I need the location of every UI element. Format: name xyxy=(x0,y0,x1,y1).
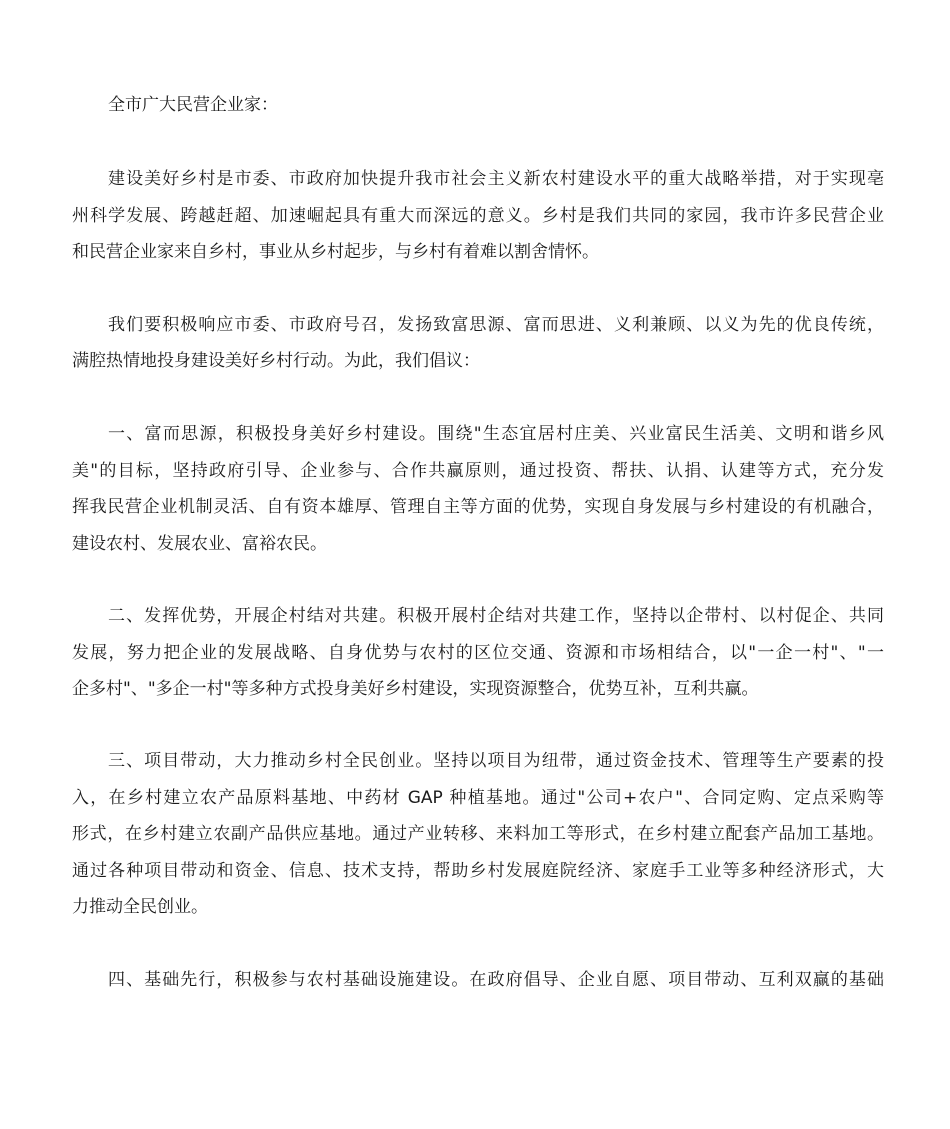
paragraph-6-line-1: 四、基础先行，积极参与农村基础设施建设。在政府倡导、企业自愿、项目带动、互利双赢的基础 xyxy=(108,970,884,990)
paragraph-2-line-2: 满腔热情地投身建设美好乡村行动。为此，我们倡议： xyxy=(72,351,480,371)
paragraph-2-line-1: 我们要积极响应市委、市政府号召，发扬致富思源、富而思进、义利兼顾、以义为先的优良传统， xyxy=(108,315,884,335)
paragraph-5-line-1: 三、项目带动，大力推动乡村全民创业。坚持以项目为纽带，通过资金技术、管理等生产要素的投 xyxy=(108,751,884,771)
paragraph-1-line-2: 州科学发展、跨越赶超、加速崛起具有重大而深远的意义。乡村是我们共同的家园，我市许多民营企业 xyxy=(72,206,884,226)
paragraph-1-line-3: 和民营企业家来自乡村，事业从乡村起步，与乡村有着难以割舍情怀。 xyxy=(72,242,599,262)
paragraph-5-line-3: 形式，在乡村建立农副产品供应基地。通过产业转移、来料加工等形式，在乡村建立配套产品加工基地。 xyxy=(72,824,884,844)
paragraph-5-line-2: 入，在乡村建立农产品原料基地、中药材 GAP 种植基地。通过"公司+农户"、合同定购、定点采购等 xyxy=(72,788,884,808)
paragraph-4-line-3: 企多村"、"多企一村"等多种方式投身美好乡村建设，实现资源整合，优势互补，互利共赢。 xyxy=(72,679,759,699)
paragraph-4-line-1: 二、发挥优势，开展企村结对共建。积极开展村企结对共建工作，坚持以企带村、以村促企、共同 xyxy=(108,606,884,626)
paragraph-3-line-4: 建设农村、发展农业、富裕农民。 xyxy=(72,534,327,554)
salutation: 全市广大民营企业家： xyxy=(108,95,278,115)
paragraph-3-line-2: 美"的目标，坚持政府引导、企业参与、合作共赢原则，通过投资、帮扶、认捐、认建等方式，充分发 xyxy=(72,461,884,481)
paragraph-4-line-2: 发展，努力把企业的发展战略、自身优势与农村的区位交通、资源和市场相结合，以"一企一村"、"一 xyxy=(72,643,884,663)
paragraph-3-line-3: 挥我民营企业机制灵活、自有资本雄厚、管理自主等方面的优势，实现自身发展与乡村建设的有机融合， xyxy=(72,497,884,517)
paragraph-1-line-1: 建设美好乡村是市委、市政府加快提升我市社会主义新农村建设水平的重大战略举措，对于实现亳 xyxy=(108,169,884,189)
paragraph-5-line-4: 通过各种项目带动和资金、信息、技术支持，帮助乡村发展庭院经济、家庭手工业等多种经济形式，大 xyxy=(72,861,884,881)
paragraph-5-line-5: 力推动全民创业。 xyxy=(72,897,208,917)
paragraph-3-line-1: 一、富而思源，积极投身美好乡村建设。围绕"生态宜居村庄美、兴业富民生活美、文明和谐乡风 xyxy=(108,424,884,444)
